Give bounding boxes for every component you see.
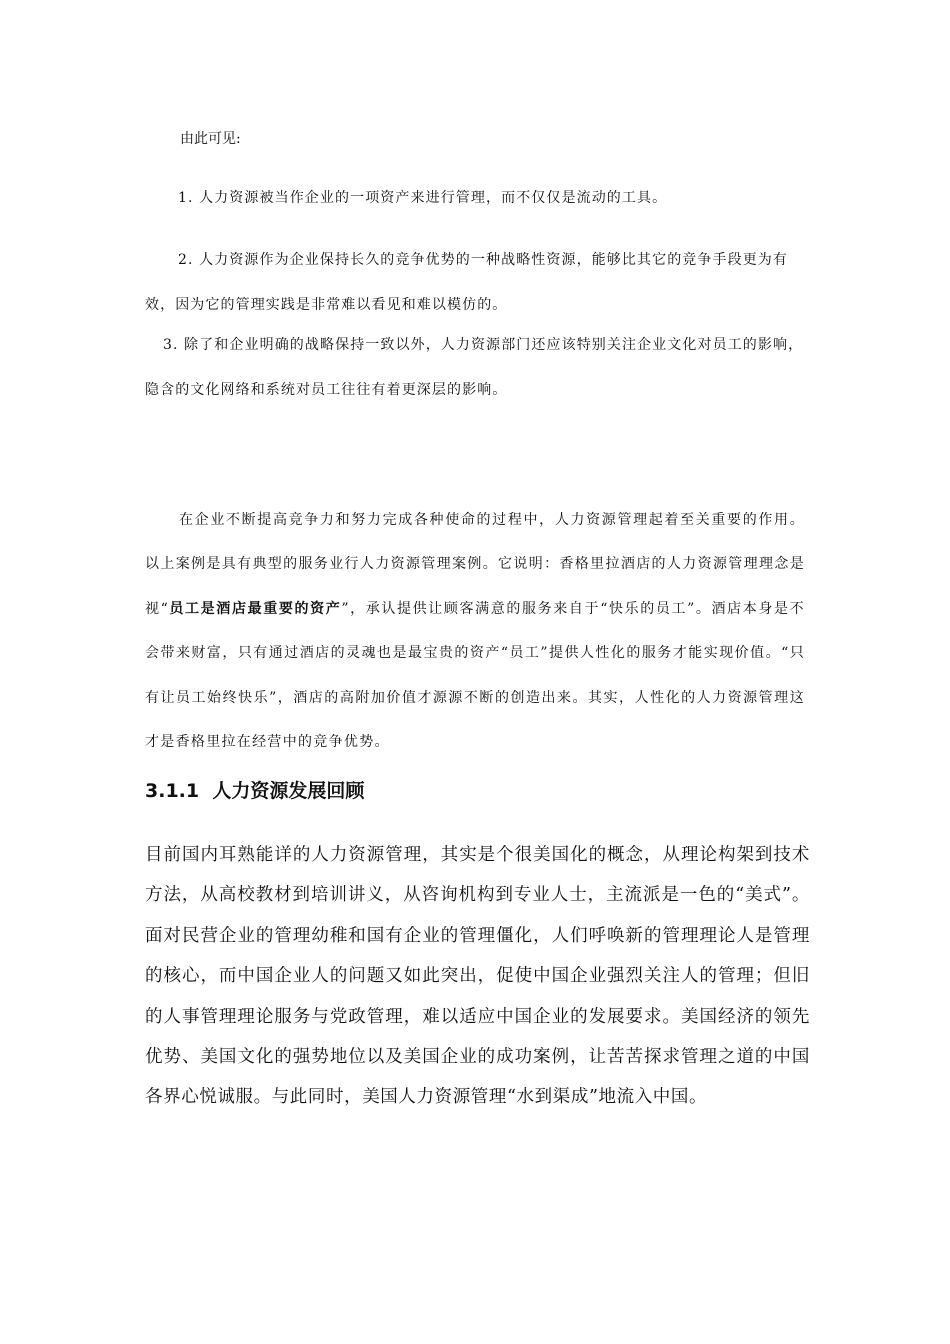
list-item-2: 2. 人力资源作为企业保持长久的竞争优势的一种战略性资源，能够比其它的竞争手段更为有效，因为它的管理实践是非常难以看见和难以模仿的。 [145,252,789,313]
paragraph-part-1: 在企业不断提高竞争力和努力完成各种使命的过程中，人力资源管理起着至关重要的作用。以上案例是具有典型的服务业行人力资源管理案例。它说明：香格里拉酒店的人力资源管理理念是视“ [145,512,805,617]
emphasis-text: 员工是酒店最重要的资产 [169,600,342,617]
section-title: 人力资源发展回顾 [212,780,365,802]
body-paragraph-2: 目前国内耳熟能详的人力资源管理，其实是个很美国化的概念，从理论构架到技术方法，从高校教材到培训讲义，从咨询机构到专业人士，主流派是一色的“美式”。面对民营企业的管理幼稚和国有企业的管理僵化，人们呼唤新的管理理论人是管理的核心，而中国企业人的问题又如此突出，促使中国企业强烈关注人的管理；但旧的人事管理理论服务与党政管理，难以适应中国企业的发展要求。美国经济的领先优势、美国文化的强势地位以及美国企业的成功案例，让苦苦探求管理之道的中国各界心悦诚服。与此同时，美国人力资源管理“水到渠成”地流入中国。 [145,845,810,1108]
body-paragraph [145,498,805,764]
section-number: 3.1.1 [145,780,200,802]
list-item-3: 3. 除了和企业明确的战略保持一致以外，人力资源部门还应该特别关注企业文化对员工的影响，隐含的文化网络和系统对员工往往有着更深层的影响。 [145,337,804,398]
section-heading [145,776,364,803]
intro-text: 由此可见: [180,131,241,147]
list-item-1: 1. 人力资源被当作企业的一项资产来进行管理，而不仅仅是流动的工具。 [178,190,668,206]
paragraph-part-2: ”，承认提供让顾客满意的服务来自于“快乐的员工”。酒店本身是不会带来财富，只有通过酒店的灵魂也是最宝贵的资产“员工”提供人性化的服务才能实现价值。“只有让员工始终快乐”，酒店的高附加价值才源源不断的创造出来。其实，人性化的人力资源管理这才是香格里拉在经营中的竞争优势。 [145,600,805,751]
